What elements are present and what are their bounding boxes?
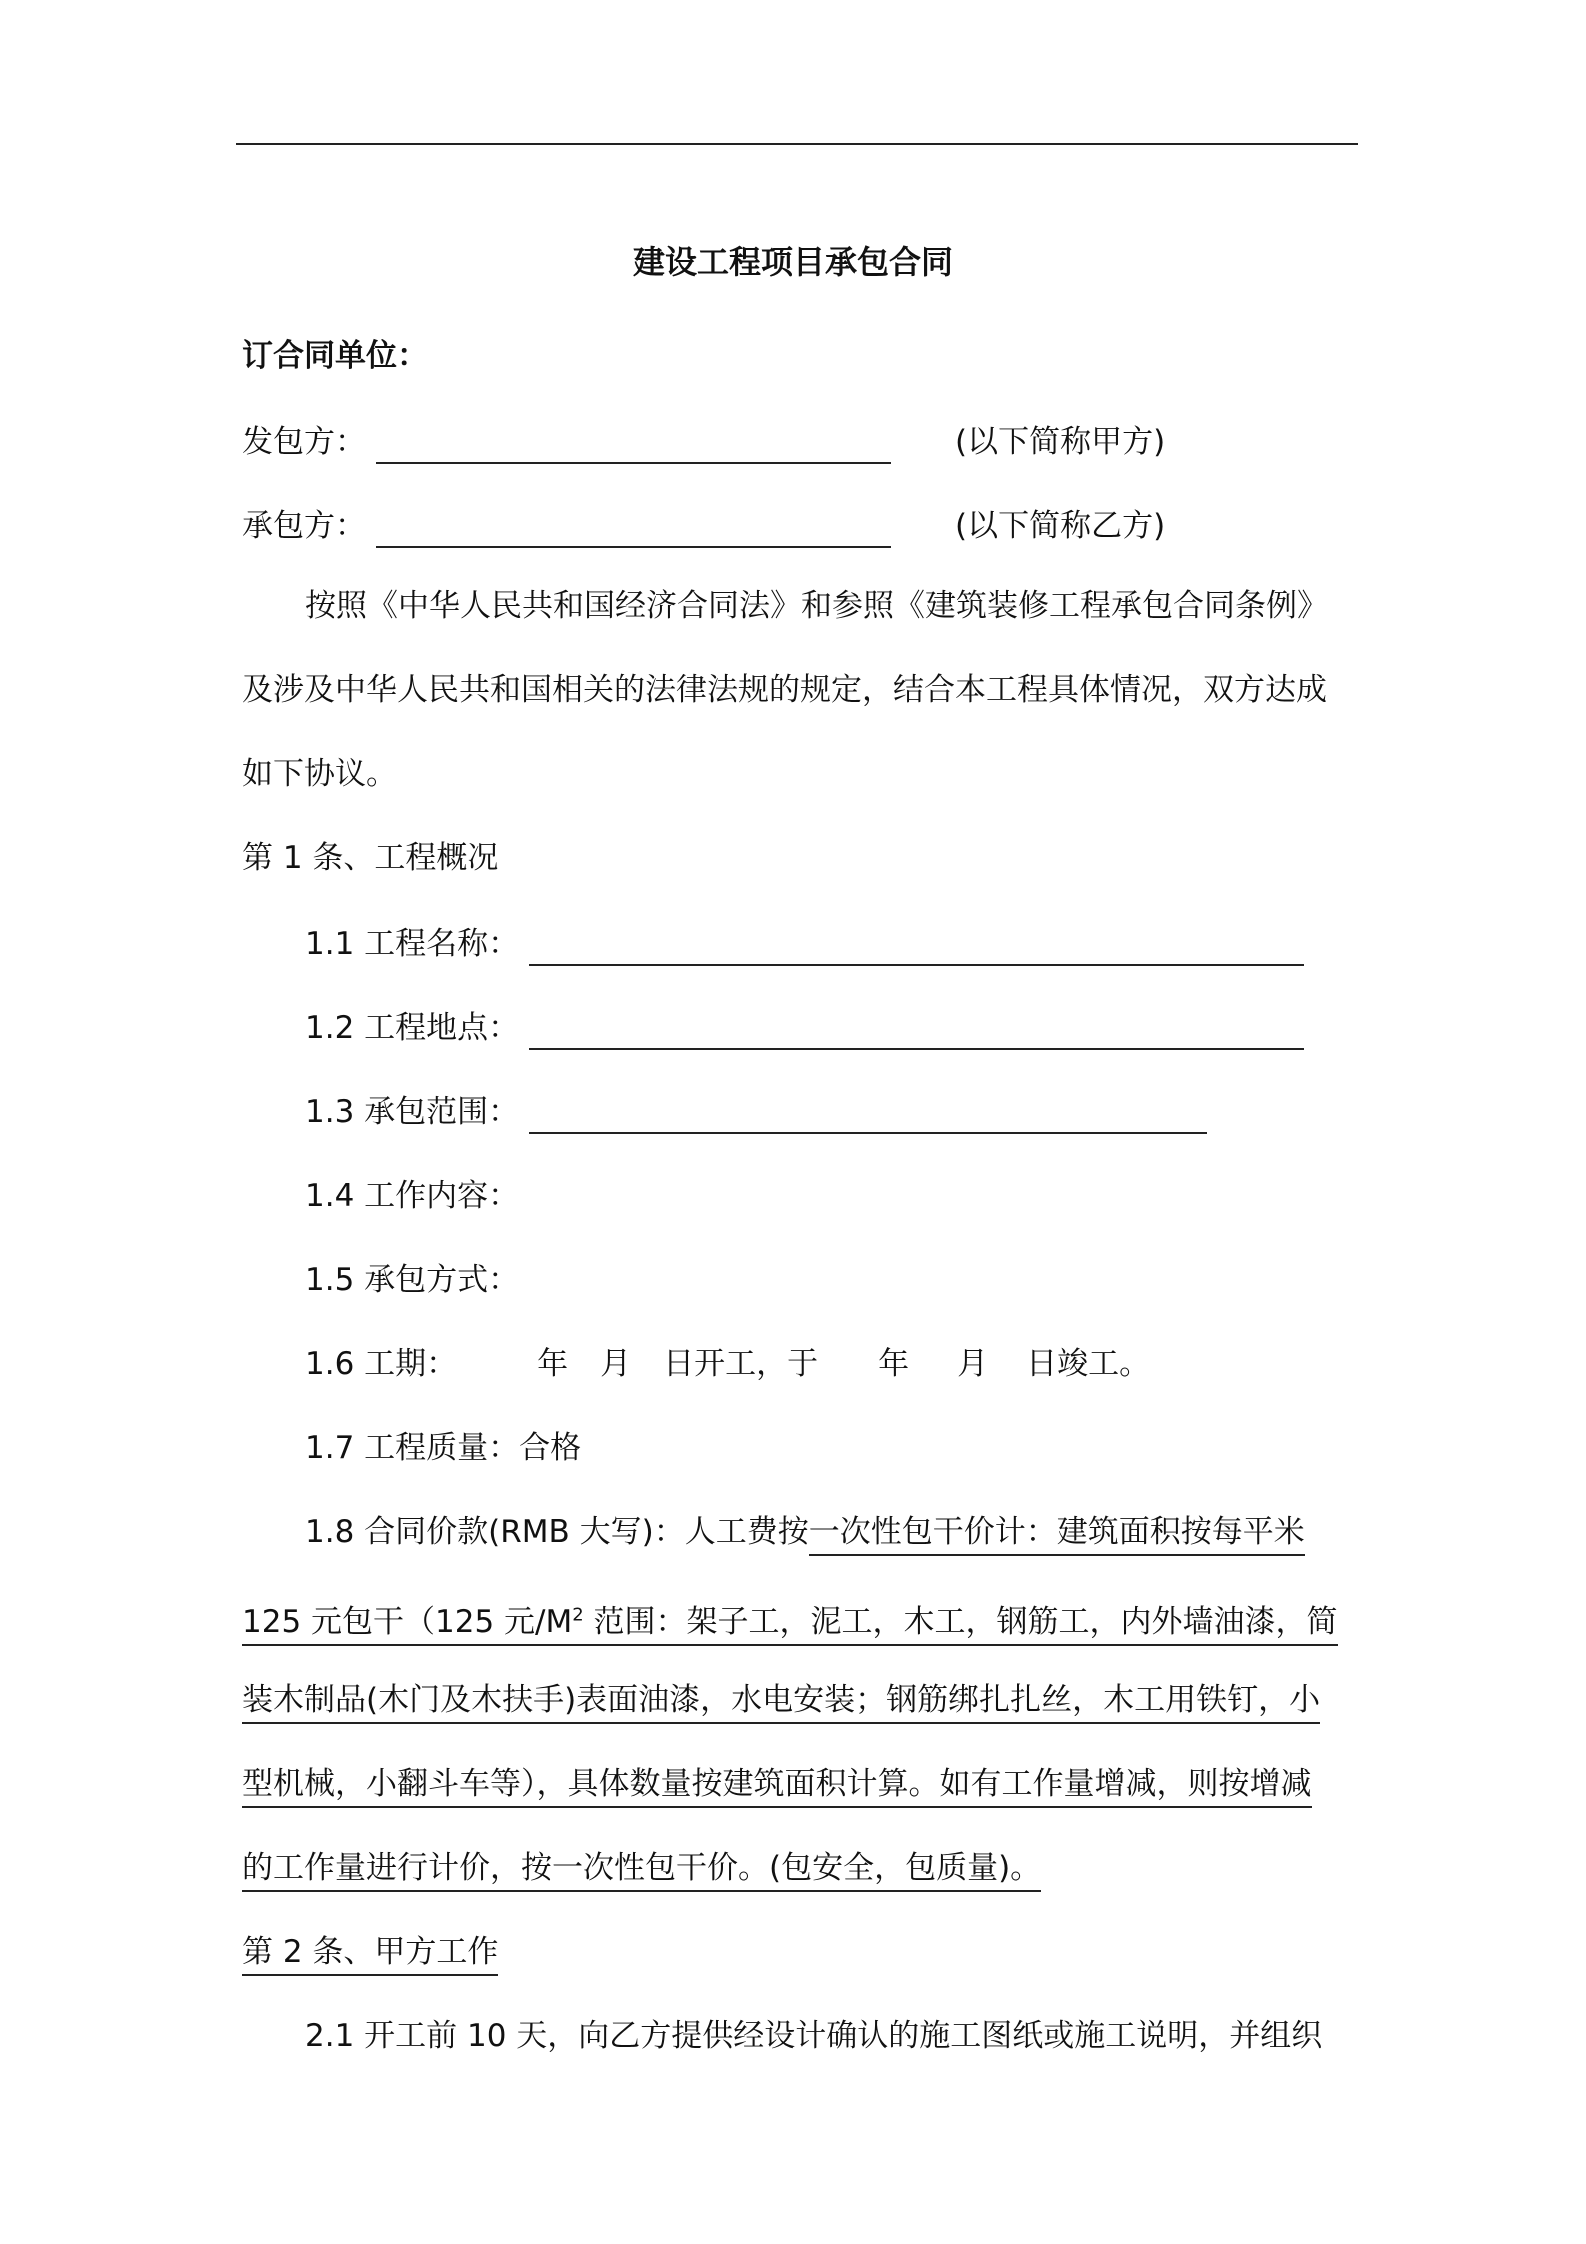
price-rate: 125 元包干（125 元/M (242, 1604, 573, 1641)
contractor-blank[interactable] (376, 510, 891, 548)
article-2-heading-row (242, 1930, 1358, 1974)
item-1-1 (305, 922, 1358, 966)
item-1-5: 1.5 承包方式： (305, 1262, 520, 1298)
issuer-label: 发包方： (242, 424, 366, 460)
end-month: 月 (957, 1346, 989, 1382)
item-1-7: 1.7 工程质量：合格 (305, 1430, 582, 1466)
price-terms-underlined: 一次性包干价计：建筑面积按每平米 (809, 1514, 1305, 1556)
article-1-heading: 第 1 条、工程概况 (242, 840, 499, 876)
item-1-6 (305, 1342, 1358, 1386)
issuer-row (242, 420, 1358, 464)
header-rule (236, 143, 1358, 145)
item-2-1: 2.1 开工前 10 天，向乙方提供经设计确认的施工图纸或施工说明，并组织 (305, 2018, 1323, 2054)
item-1-8-line-4 (242, 1762, 1358, 1806)
price-prefix: 1.8 合同价款(RMB 大写)：人工费按 (305, 1514, 809, 1550)
price-line-4: 型机械，小翻斗车等），具体数量按建筑面积计算。如有工作量增减，则按增减 (242, 1766, 1312, 1808)
price-scope: 范围：架子工，泥工，木工，钢筋工，内外墙油漆，简 (583, 1604, 1338, 1641)
contract-scope-blank[interactable] (529, 1096, 1207, 1134)
contractor-row (242, 504, 1358, 548)
project-name-blank[interactable] (529, 928, 1304, 966)
parties-heading: 订合同单位： (242, 338, 428, 374)
item-1-3-label: 1.3 承包范围： (305, 1094, 520, 1130)
issuer-note: (以下简称甲方) (955, 424, 1166, 460)
item-1-8-line-5 (242, 1846, 1358, 1890)
preamble-line-3: 如下协议。 (242, 756, 397, 792)
item-1-2 (305, 1006, 1358, 1050)
duration-label: 1.6 工期： (305, 1346, 458, 1382)
issuer-blank[interactable] (376, 426, 891, 464)
project-location-blank[interactable] (529, 1012, 1304, 1050)
item-1-8-line-3 (242, 1678, 1358, 1722)
contract-title: 建设工程项目承包合同 (632, 243, 953, 281)
price-line-2 (242, 1604, 1338, 1646)
start-day-text: 日开工，于 (663, 1346, 819, 1382)
start-month: 月 (600, 1346, 632, 1382)
contractor-note: (以下简称乙方) (955, 508, 1166, 544)
item-1-1-label: 1.1 工程名称： (305, 926, 520, 962)
item-1-4: 1.4 工作内容： (305, 1178, 520, 1214)
price-line-3: 装木制品(木门及木扶手)表面油漆，水电安装；钢筋绑扎扎丝，木工用铁钉，小 (242, 1682, 1320, 1724)
preamble-line-1: 按照《中华人民共和国经济合同法》和参照《建筑装修工程承包合同条例》 (305, 588, 1328, 624)
item-1-2-label: 1.2 工程地点： (305, 1010, 520, 1046)
preamble-line-2: 及涉及中华人民共和国相关的法律法规的规定，结合本工程具体情况，双方达成 (242, 672, 1327, 708)
item-1-3 (305, 1090, 1358, 1134)
end-year: 年 (878, 1346, 910, 1382)
end-day-text: 日竣工。 (1026, 1346, 1151, 1382)
item-1-8-line-2 (242, 1594, 1358, 1644)
article-2-heading: 第 2 条、甲方工作 (242, 1934, 498, 1976)
square-superscript: 2 (572, 1605, 584, 1626)
contractor-label: 承包方： (242, 508, 366, 544)
price-line-5: 的工作量进行计价，按一次性包干价。(包安全，包质量)。 (242, 1850, 1041, 1892)
start-year: 年 (537, 1346, 569, 1382)
item-1-8-line-1 (305, 1510, 1358, 1554)
